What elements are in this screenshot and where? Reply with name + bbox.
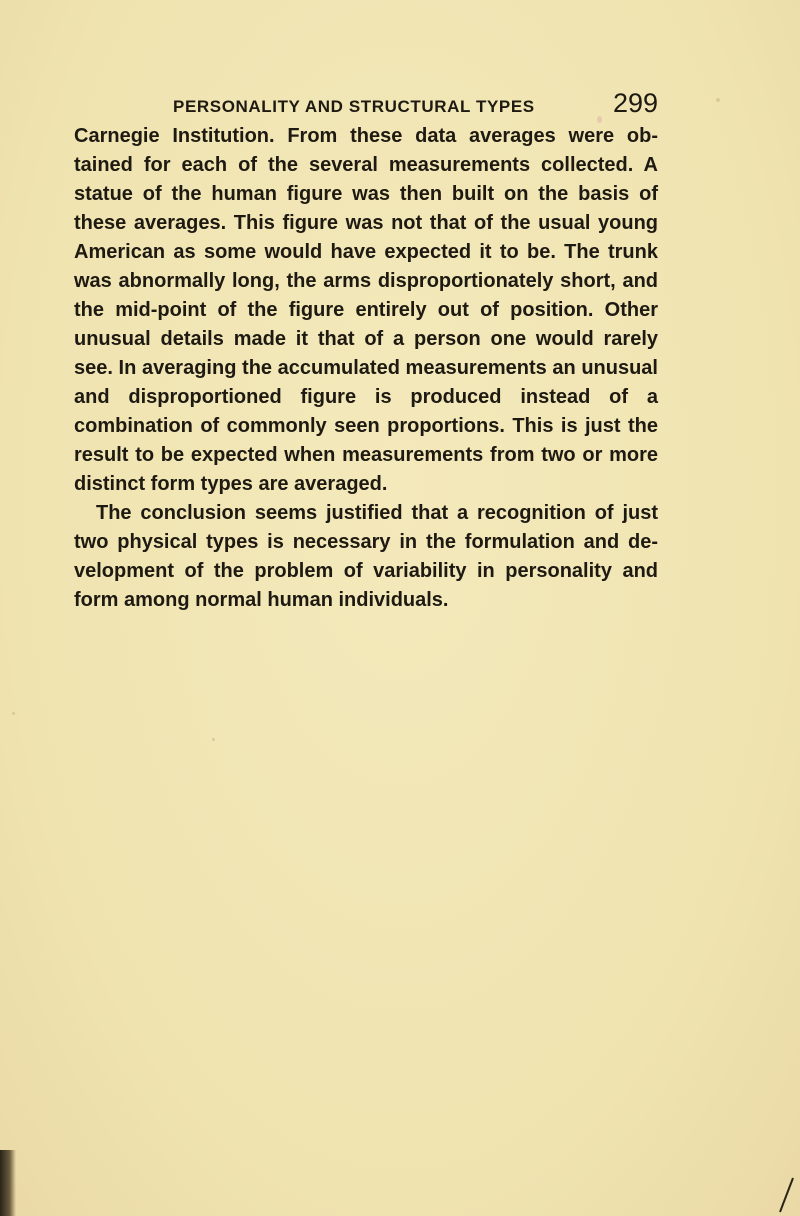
running-title: PERSONALITY AND STRUCTURAL TYPES <box>173 97 535 116</box>
running-head <box>173 88 658 122</box>
paragraph-2: The conclusion seems justified that a recognition of just two physical types is necessary in the formulation and development of the problem of variability in personality and form among normal human individuals. <box>74 502 658 611</box>
paper-speck <box>212 738 215 741</box>
body-text <box>74 122 658 615</box>
page-number: 299 <box>612 88 658 118</box>
pen-mark <box>776 1176 796 1214</box>
paper-speck <box>716 98 720 102</box>
page-edge-shadow <box>0 1150 16 1216</box>
paragraph-1: Carnegie Institution. From these data averages were obtained for each of the several measurements collected. A statue of the human figure was then built on the basis of these averages. This figure was not that of the usual young American as some would have expected it to be. The trunk was abnormally long, the arms disproportionately short, and the mid-point of the figure entirely out of position. Other unusual details made it that of a person one would rarely see. In averaging the accumulated measurements an unusual and disproportioned figure is produced instead of a combination of commonly seen proportions. This is just the result to be expected when measurements from two or more distinct form types are averaged. <box>74 125 658 495</box>
paper-speck <box>597 116 602 123</box>
paper-speck <box>12 712 15 715</box>
